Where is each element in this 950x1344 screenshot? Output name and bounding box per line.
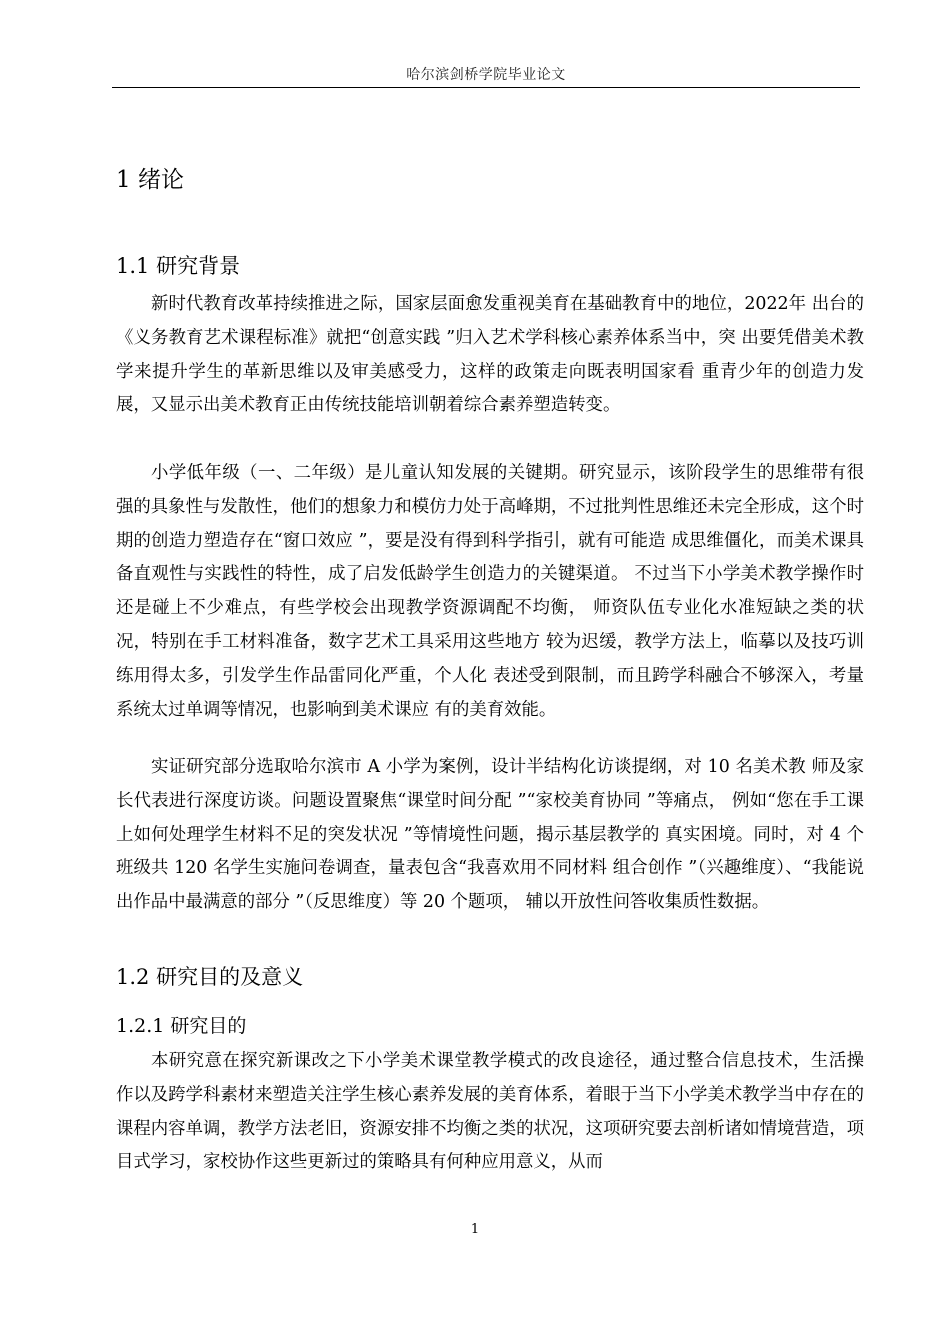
paragraph-background-1: 新时代教育改革持续推进之际，国家层面愈发重视美育在基础教育中的地位，2022年 出台的《义务教育艺术课程标准》就把“创意实践 ”归入艺术学科核心素养体系当中，突 出要凭借美术教学来提升学生的革新思维以及审美感受力，这样的政策走向既表明国家看 重青少年的创造力发展，又显示出美术教育正由传统技能培训朝着综合素养塑造转变。 — [116, 294, 864, 416]
paragraph-purpose-1: 本研究意在探究新课改之下小学美术课堂教学模式的改良途径，通过整合信息技术，生活操作以及跨学科素材来塑造关注学生核心素养发展的美育体系，着眼于当下小学美术教学当中存在的课程内容单调，教学方法老旧，资源安排不均衡之类的状况，这项研究要去剖析诸如情境营造，项目式学习，家校协作这些更新过的策略具有何种应用意义，从而 — [116, 1051, 864, 1173]
page-header: 哈尔滨剑桥学院毕业论文 — [406, 67, 566, 83]
section-title-background: 1.1 研究背景 — [116, 254, 241, 278]
paragraph-background-3: 实证研究部分选取哈尔滨市 A 小学为案例，设计半结构化访谈提纲，对 10 名美术教 师及家长代表进行深度访谈。问题设置聚焦“课堂时间分配 ”“家校美育协同 ”等痛点， 例如“您在手工课上如何处理学生材料不足的突发状况 ”等情境性问题，揭示基层教学的 真实困境。同时，对 4 个班级共 120 名学生实施问卷调查，量表包含“我喜欢用不同材料 组合创作 ”（兴趣维度）、“我能说出作品中最满意的部分 ”（反思维度）等 20 个题项， 辅以开放性问答收集质性数据。 — [116, 757, 864, 913]
chapter-title: 1 绪论 — [116, 167, 184, 193]
header-divider — [112, 87, 860, 88]
subsection-title-purpose: 1.2.1 研究目的 — [116, 1015, 247, 1037]
section-title-purpose: 1.2 研究目的及意义 — [116, 965, 304, 989]
page-number: 1 — [470, 1222, 480, 1237]
paragraph-background-2: 小学低年级（一、二年级）是儿童认知发展的关键期。研究显示，该阶段学生的思维带有很强的具象性与发散性，他们的想象力和模仿力处于高峰期，不过批判性思维还未完全形成，这个时期的创造力塑造存在“窗口效应 ”，要是没有得到科学指引，就有可能造 成思维僵化，而美术课具备直观性与实践性的特性，成了启发低龄学生创造力的关键渠道。 不过当下小学美术教学操作时还是碰上不少难点，有些学校会出现教学资源调配不均衡， 师资队伍专业化水准短缺之类的状况，特别在手工材料准备，数字艺术工具采用这些地方 较为迟缓，教学方法上，临摹以及技巧训练用得太多，引发学生作品雷同化严重，个人化 表述受到限制，而且跨学科融合不够深入，考量系统太过单调等情况，也影响到美术课应 有的美育效能。 — [116, 463, 864, 720]
